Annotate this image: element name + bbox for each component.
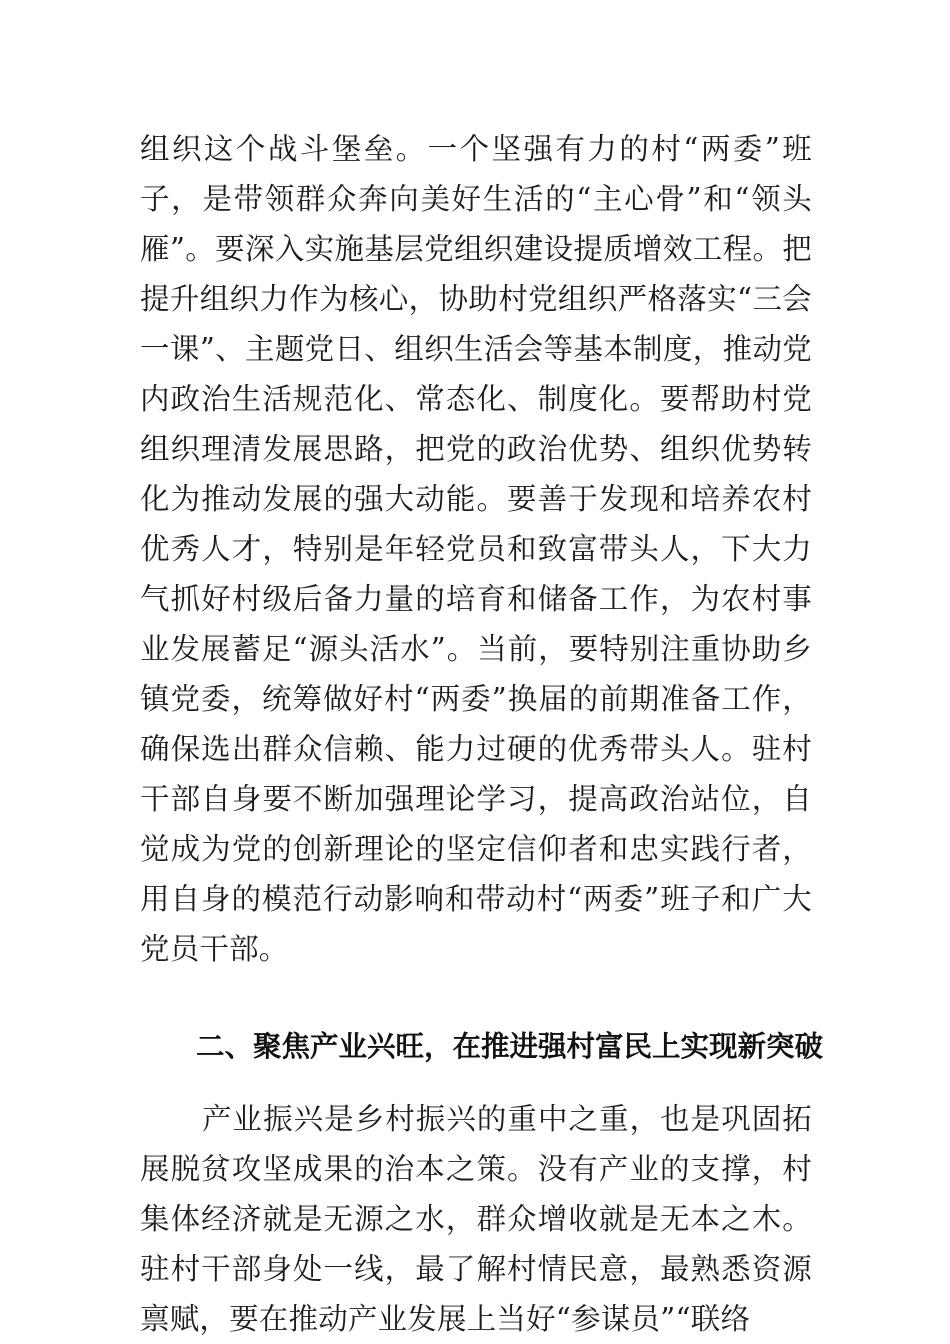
heading-spacer-below bbox=[140, 1072, 812, 1094]
paragraph-village-party-organization: 组织这个战斗堡垒。一个坚强有力的村“两委”班子，是带领群众奔向美好生活的“主心骨”和“领头雁”。要深入实施基层党组织建设提质增效工程。把提升组织力作为核心，协助村党组织严格落实“三会一课”、主题党日、组织生活会等基本制度，推动党内政治生活规范化、常态化、制度化。要帮助村党组织理清发展思路，把党的政治优势、组织优势转化为推动发展的强大动能。要善于发现和培养农村优秀人才，特别是年轻党员和致富带头人，下大力气抓好村级后备力量的培育和储备工作，为农村事业发展蓄足“源头活水”。当前，要特别注重协助乡镇党委，统筹做好村“两委”换届的前期准备工作，确保选出群众信赖、能力过硬的优秀带头人。驻村干部自身要不断加强理论学习，提高政治站位，自觉成为党的创新理论的坚定信仰者和忠实践行者，用自身的模范行动影响和带动村“两委”班子和广大党员干部。 bbox=[140, 132, 812, 966]
heading-spacer-above bbox=[140, 974, 812, 1022]
section-heading-two: 二、聚焦产业兴旺，在推进强村富民上实现新突破 bbox=[196, 1030, 824, 1063]
paragraph-industry-revitalization: 产业振兴是乡村振兴的重中之重，也是巩固拓展脱贫攻坚成果的治本之策。没有产业的支撑，村集体经济就是无源之水，群众增收就是无本之木。驻村干部身处一线，最了解村情民意，最熟悉资源禀赋，要在推动产业发展上当好“参谋员”“联络 bbox=[140, 1102, 812, 1336]
document-text-column bbox=[140, 124, 824, 1344]
